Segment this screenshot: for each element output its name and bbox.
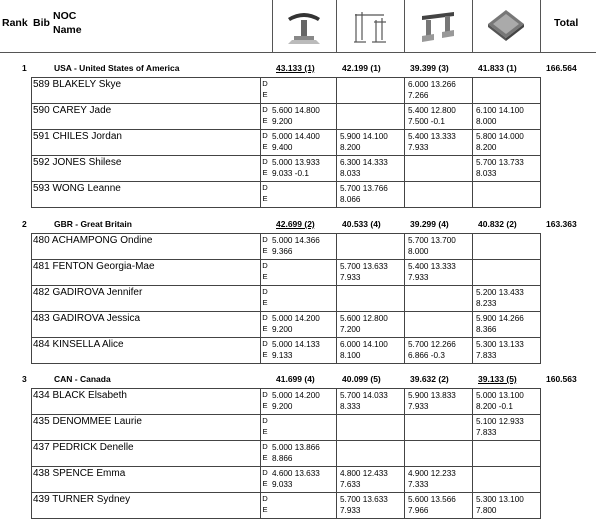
e-label: E (262, 427, 268, 436)
e-score-line: 8.033 (340, 169, 361, 178)
apparatus-score-cell (473, 156, 541, 182)
e-label: E (262, 298, 268, 307)
team-name: GBR - Great Britain (54, 219, 132, 229)
apparatus-score-cell (405, 389, 473, 415)
e-score-line: 7.833 (476, 351, 497, 360)
apparatus-score-cell (337, 415, 405, 441)
apparatus-score-cell (337, 130, 405, 156)
d-label: D (262, 313, 268, 322)
e-score-line: 8.233 (476, 299, 497, 308)
apparatus-score-cell (405, 467, 473, 493)
athlete-name: 481 FENTON Georgia-Mae (32, 260, 261, 286)
apparatus-score-cell (269, 338, 337, 364)
d-score-line (340, 416, 404, 427)
apparatus-score-cell (269, 104, 337, 130)
e-score-line (476, 194, 540, 205)
team-apparatus-score: 43.133 (1) (276, 63, 315, 73)
d-score-line (272, 287, 336, 298)
noc-header: NOC (53, 10, 77, 22)
d-score-line (340, 105, 404, 116)
d-label: D (262, 416, 268, 425)
athlete-table (31, 77, 541, 208)
e-score-line (340, 116, 404, 127)
apparatus-score-cell (405, 260, 473, 286)
apparatus-score-cell (337, 441, 405, 467)
bib-header: Bib (33, 17, 50, 29)
apparatus-score-cell (337, 338, 405, 364)
apparatus-score-cell (405, 415, 473, 441)
e-score-line: 8.000 (408, 247, 429, 256)
apparatus-score-cell (473, 338, 541, 364)
d-score-line: 5.200 13.433 (476, 288, 524, 297)
e-score-line (408, 298, 472, 309)
d-score-line: 4.900 12.233 (408, 469, 456, 478)
d-score-line: 4.800 12.433 (340, 469, 388, 478)
d-score-line (272, 79, 336, 90)
d-score-line: 5.700 13.633 (340, 495, 388, 504)
d-score-line (408, 157, 472, 168)
athlete-name: 483 GADIROVA Jessica (32, 312, 261, 338)
d-score-line (408, 183, 472, 194)
athlete-row (32, 182, 541, 208)
d-score-line (408, 416, 472, 427)
apparatus-score-cell (337, 78, 405, 104)
team-apparatus-score: 40.832 (2) (478, 219, 517, 229)
d-score-line: 5.900 14.100 (340, 132, 388, 141)
athlete-name: 484 KINSELLA Alice (32, 338, 261, 364)
d-score-line: 5.300 13.100 (476, 495, 524, 504)
de-labels (261, 156, 270, 182)
d-score-line (476, 235, 540, 246)
total-header: Total (554, 17, 579, 29)
d-score-line: 5.000 14.133 (272, 340, 320, 349)
de-labels (261, 493, 270, 519)
e-label: E (262, 142, 268, 151)
floor-exercise-icon (486, 6, 526, 46)
e-label: E (262, 246, 268, 255)
d-score-line (272, 494, 336, 505)
d-label: D (262, 287, 268, 296)
e-label: E (262, 479, 268, 488)
apparatus-score-cell (473, 493, 541, 519)
e-score-line (408, 194, 472, 205)
e-score-line: 9.366 (272, 247, 293, 256)
d-label: D (262, 339, 268, 348)
team-apparatus-score: 41.699 (4) (276, 374, 315, 384)
team-total: 166.564 (546, 63, 577, 73)
e-score-line (408, 453, 472, 464)
d-score-line (476, 183, 540, 194)
e-label: E (262, 401, 268, 410)
apparatus-score-cell (405, 441, 473, 467)
apparatus-score-cell (337, 182, 405, 208)
apparatus-score-cell (473, 286, 541, 312)
e-score-line: 7.933 (408, 143, 429, 152)
name-header: Name (53, 24, 82, 36)
team-rank: 2 (22, 219, 27, 229)
e-score-line: 7.333 (408, 480, 429, 489)
d-score-line: 5.000 13.933 (272, 158, 320, 167)
d-label: D (262, 183, 268, 192)
de-labels (261, 415, 270, 441)
de-labels (261, 338, 270, 364)
apparatus-score-cell (269, 130, 337, 156)
athlete-table (31, 388, 541, 519)
e-score-line: 7.833 (476, 428, 497, 437)
d-label: D (262, 131, 268, 140)
athlete-row (32, 156, 541, 182)
d-score-line (476, 442, 540, 453)
athlete-row (32, 130, 541, 156)
e-label: E (262, 324, 268, 333)
e-score-line: 8.033 (476, 169, 497, 178)
d-score-line (408, 287, 472, 298)
d-score-line (476, 79, 540, 90)
e-score-line (340, 90, 404, 101)
apparatus-score-cell (269, 78, 337, 104)
d-score-line: 5.600 14.800 (272, 106, 320, 115)
e-score-line: 7.933 (340, 506, 361, 515)
apparatus-score-cell (337, 389, 405, 415)
d-score-line (272, 416, 336, 427)
d-score-line: 5.600 12.800 (340, 314, 388, 323)
athlete-row (32, 78, 541, 104)
team-apparatus-score: 39.299 (4) (410, 219, 449, 229)
e-score-line (476, 90, 540, 101)
e-score-line (408, 168, 472, 179)
apparatus-score-cell (269, 441, 337, 467)
e-score-line (408, 427, 472, 438)
apparatus-score-cell (473, 182, 541, 208)
e-label: E (262, 453, 268, 462)
apparatus-score-cell (337, 493, 405, 519)
e-score-line (476, 479, 540, 490)
team-name: USA - United States of America (54, 63, 180, 73)
apparatus-score-cell (473, 441, 541, 467)
e-label: E (262, 272, 268, 281)
apparatus-score-cell (473, 415, 541, 441)
e-label: E (262, 350, 268, 359)
athlete-name: 593 WONG Leanne (32, 182, 261, 208)
team-apparatus-score: 42.199 (1) (342, 63, 381, 73)
team-apparatus-score: 39.632 (2) (410, 374, 449, 384)
de-labels (261, 441, 270, 467)
d-label: D (262, 468, 268, 477)
apparatus-score-cell (269, 286, 337, 312)
d-score-line: 5.700 12.266 (408, 340, 456, 349)
e-score-line (476, 272, 540, 283)
athlete-row (32, 104, 541, 130)
apparatus-score-cell (269, 312, 337, 338)
team-apparatus-score: 41.833 (1) (478, 63, 517, 73)
balance-beam-icon (418, 6, 458, 46)
apparatus-score-cell (473, 78, 541, 104)
d-score-line: 5.700 13.633 (340, 262, 388, 271)
e-score-line (476, 246, 540, 257)
d-score-line: 4.600 13.633 (272, 469, 320, 478)
team-apparatus-score: 39.399 (3) (410, 63, 449, 73)
apparatus-score-cell (269, 493, 337, 519)
d-score-line (272, 261, 336, 272)
de-labels (261, 260, 270, 286)
d-score-line: 6.000 14.100 (340, 340, 388, 349)
athlete-row (32, 441, 541, 467)
de-labels (261, 182, 270, 208)
vault-icon (284, 6, 324, 46)
e-score-line (476, 453, 540, 464)
e-score-line: 7.800 (476, 506, 497, 515)
e-score-line (340, 246, 404, 257)
d-label: D (262, 235, 268, 244)
e-score-line (340, 298, 404, 309)
e-score-line: 7.933 (408, 402, 429, 411)
apparatus-score-cell (337, 260, 405, 286)
apparatus-score-cell (337, 312, 405, 338)
d-score-line: 5.800 14.000 (476, 132, 524, 141)
athlete-row (32, 260, 541, 286)
athlete-row (32, 338, 541, 364)
de-labels (261, 234, 270, 260)
apparatus-score-cell (473, 389, 541, 415)
d-score-line: 5.300 13.133 (476, 340, 524, 349)
athlete-name: 435 DENOMMEE Laurie (32, 415, 261, 441)
e-score-line: 6.866 -0.3 (408, 351, 445, 360)
apparatus-score-cell (405, 286, 473, 312)
e-score-line: 8.000 (476, 117, 497, 126)
team-apparatus-score: 40.099 (5) (342, 374, 381, 384)
e-score-line: 7.933 (408, 273, 429, 282)
e-score-line: 9.400 (272, 143, 293, 152)
e-score-line (272, 427, 336, 438)
d-score-line: 5.700 13.733 (476, 158, 524, 167)
d-score-line (408, 442, 472, 453)
d-score-line: 5.700 13.766 (340, 184, 388, 193)
de-labels (261, 78, 270, 104)
athlete-name: 482 GADIROVA Jennifer (32, 286, 261, 312)
athlete-row (32, 493, 541, 519)
apparatus-score-cell (269, 415, 337, 441)
d-score-line: 5.000 14.200 (272, 391, 320, 400)
apparatus-score-cell (337, 156, 405, 182)
team-apparatus-score: 40.533 (4) (342, 219, 381, 229)
d-score-line (476, 468, 540, 479)
d-score-line: 6.100 14.100 (476, 106, 524, 115)
d-score-line (408, 313, 472, 324)
apparatus-score-cell (405, 493, 473, 519)
e-score-line: 9.200 (272, 325, 293, 334)
d-score-line: 5.400 13.333 (408, 262, 456, 271)
e-score-line: 8.200 (340, 143, 361, 152)
athlete-row (32, 234, 541, 260)
d-score-line: 5.000 14.366 (272, 236, 320, 245)
e-score-line: 9.133 (272, 351, 293, 360)
apparatus-score-cell (473, 312, 541, 338)
d-label: D (262, 390, 268, 399)
athlete-table (31, 233, 541, 364)
de-labels (261, 130, 270, 156)
rank-header: Rank (2, 17, 28, 29)
apparatus-score-cell (269, 389, 337, 415)
apparatus-score-cell (269, 260, 337, 286)
apparatus-score-cell (405, 234, 473, 260)
e-score-line: 8.333 (340, 402, 361, 411)
e-label: E (262, 194, 268, 203)
e-score-line (408, 324, 472, 335)
d-label: D (262, 261, 268, 270)
uneven-bars-icon (350, 6, 390, 46)
apparatus-score-cell (337, 104, 405, 130)
d-score-line: 6.000 13.266 (408, 80, 456, 89)
de-labels (261, 104, 270, 130)
athlete-row (32, 415, 541, 441)
e-score-line: 7.633 (340, 480, 361, 489)
e-score-line: 8.100 (340, 351, 361, 360)
apparatus-score-cell (269, 182, 337, 208)
d-score-line: 5.700 13.700 (408, 236, 456, 245)
athlete-name: 589 BLAKELY Skye (32, 78, 261, 104)
d-score-line (340, 442, 404, 453)
athlete-row (32, 286, 541, 312)
e-label: E (262, 505, 268, 514)
e-score-line: 9.033 -0.1 (272, 169, 309, 178)
apparatus-score-cell (473, 260, 541, 286)
athlete-name: 590 CAREY Jade (32, 104, 261, 130)
apparatus-score-cell (405, 156, 473, 182)
e-score-line (272, 505, 336, 516)
d-score-line (340, 79, 404, 90)
apparatus-score-cell (473, 467, 541, 493)
apparatus-score-cell (473, 130, 541, 156)
apparatus-score-cell (473, 104, 541, 130)
e-label: E (262, 116, 268, 125)
team-total: 163.363 (546, 219, 577, 229)
de-labels (261, 389, 270, 415)
e-score-line: 7.500 -0.1 (408, 117, 445, 126)
athlete-row (32, 312, 541, 338)
apparatus-score-cell (269, 156, 337, 182)
de-labels (261, 312, 270, 338)
de-labels (261, 467, 270, 493)
athlete-name: 480 ACHAMPONG Ondine (32, 234, 261, 260)
d-label: D (262, 79, 268, 88)
d-label: D (262, 494, 268, 503)
team-rank: 3 (22, 374, 27, 384)
d-label: D (262, 157, 268, 166)
e-score-line: 7.200 (340, 325, 361, 334)
apparatus-score-cell (269, 234, 337, 260)
e-score-line (340, 427, 404, 438)
team-total: 160.563 (546, 374, 577, 384)
athlete-name: 439 TURNER Sydney (32, 493, 261, 519)
athlete-name: 434 BLACK Elsabeth (32, 389, 261, 415)
athlete-row (32, 389, 541, 415)
e-label: E (262, 90, 268, 99)
athlete-row (32, 467, 541, 493)
apparatus-score-cell (405, 130, 473, 156)
apparatus-score-cell (405, 312, 473, 338)
d-score-line: 5.900 13.833 (408, 391, 456, 400)
e-score-line: 7.966 (408, 506, 429, 515)
apparatus-score-cell (473, 234, 541, 260)
d-score-line: 5.000 13.866 (272, 443, 320, 452)
team-name: CAN - Canada (54, 374, 111, 384)
e-score-line: 8.066 (340, 195, 361, 204)
apparatus-score-cell (337, 286, 405, 312)
d-score-line: 5.400 12.800 (408, 106, 456, 115)
e-score-line: 8.366 (476, 325, 497, 334)
e-score-line (272, 298, 336, 309)
e-label: E (262, 168, 268, 177)
d-score-line (340, 287, 404, 298)
e-score-line: 8.200 -0.1 (476, 402, 513, 411)
apparatus-score-cell (337, 234, 405, 260)
d-score-line: 5.600 13.566 (408, 495, 456, 504)
e-score-line: 9.200 (272, 117, 293, 126)
d-score-line: 5.700 14.033 (340, 391, 388, 400)
d-label: D (262, 105, 268, 114)
d-score-line (272, 183, 336, 194)
d-label: D (262, 442, 268, 451)
e-score-line (340, 453, 404, 464)
e-score-line: 8.866 (272, 454, 293, 463)
d-score-line: 6.300 14.333 (340, 158, 388, 167)
e-score-line (272, 272, 336, 283)
d-score-line: 5.900 14.266 (476, 314, 524, 323)
e-score-line (272, 90, 336, 101)
apparatus-score-cell (405, 182, 473, 208)
e-score-line (272, 194, 336, 205)
d-score-line: 5.400 13.333 (408, 132, 456, 141)
apparatus-score-cell (337, 467, 405, 493)
d-score-line (340, 235, 404, 246)
athlete-name: 438 SPENCE Emma (32, 467, 261, 493)
d-score-line: 5.100 12.933 (476, 417, 524, 426)
e-score-line: 9.033 (272, 480, 293, 489)
athlete-name: 437 PEDRICK Denelle (32, 441, 261, 467)
apparatus-score-cell (405, 104, 473, 130)
e-score-line: 9.200 (272, 402, 293, 411)
e-score-line: 8.200 (476, 143, 497, 152)
athlete-name: 591 CHILES Jordan (32, 130, 261, 156)
d-score-line (476, 261, 540, 272)
e-score-line: 7.933 (340, 273, 361, 282)
apparatus-score-cell (269, 467, 337, 493)
d-score-line: 5.000 14.400 (272, 132, 320, 141)
team-rank: 1 (22, 63, 27, 73)
athlete-name: 592 JONES Shilese (32, 156, 261, 182)
team-apparatus-score: 39.133 (5) (478, 374, 517, 384)
d-score-line: 5.000 13.100 (476, 391, 524, 400)
e-score-line: 7.266 (408, 91, 429, 100)
de-labels (261, 286, 270, 312)
d-score-line: 5.000 14.200 (272, 314, 320, 323)
apparatus-score-cell (405, 78, 473, 104)
team-apparatus-score: 42.699 (2) (276, 219, 315, 229)
apparatus-score-cell (405, 338, 473, 364)
